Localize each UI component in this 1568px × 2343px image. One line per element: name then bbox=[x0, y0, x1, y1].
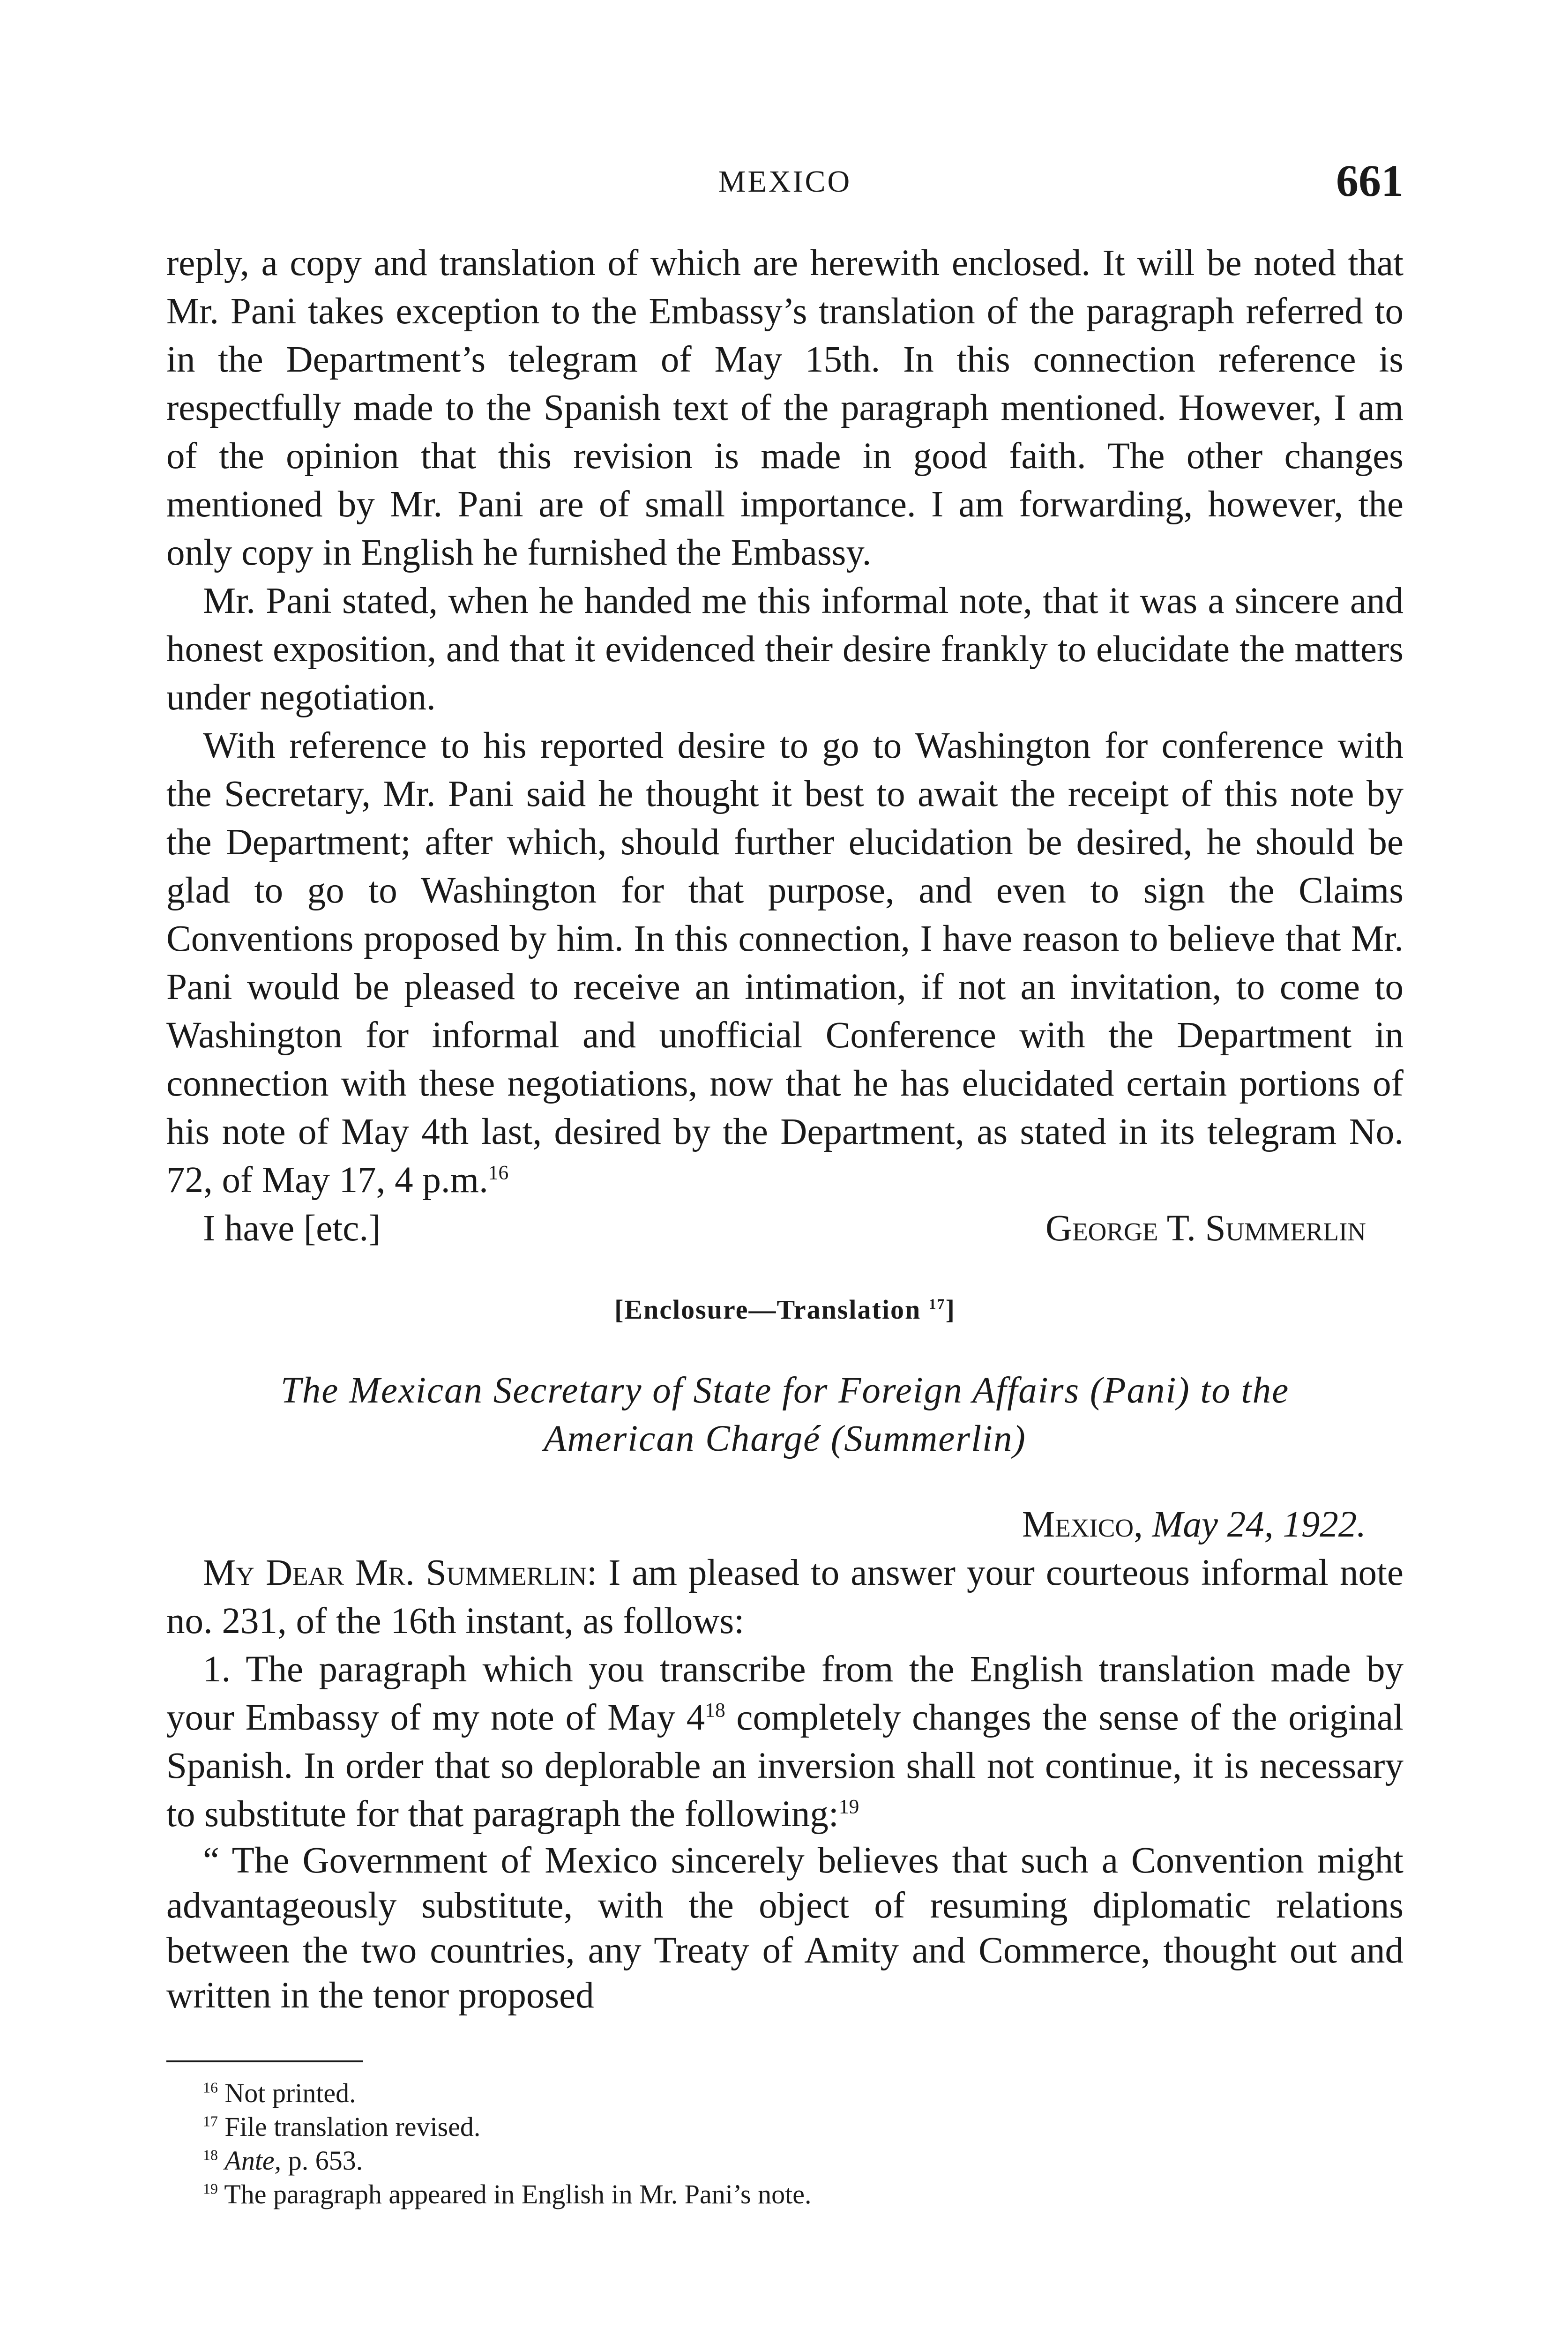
footnote-ref-18: 18 bbox=[705, 1699, 725, 1722]
footnote-number: 18 bbox=[203, 2147, 218, 2164]
paragraph-1: reply, a copy and translation of which are herewith enclosed. It will be noted that Mr. Pani takes exception to the Embassy’s translation of the paragraph referred to in the Department’s telegram of May 15th. In this connection reference is respectfully made to the Spanish text of the paragraph mentioned. However, I am of the opinion that this revision is made in good faith. The other changes mentioned by Mr. Pani are of small importance. I am forwarding, however, the only copy in English he furnished the Embassy. bbox=[166, 243, 1404, 573]
paragraph-3 bbox=[166, 722, 1404, 1204]
quoted-paragraph: “ The Government of Mexico sincerely believes that such a Convention might advantageously substitute, with the object of resuming diplomatic relations between the two countries, any Treaty of Amity and Commerce, thought out and written in the tenor proposed bbox=[166, 1840, 1404, 2016]
footnote-number: 17 bbox=[203, 2113, 218, 2130]
footnote-18 bbox=[166, 2144, 1404, 2178]
paragraph-3-text: With reference to his reported desire to go to Washington for conference with the Secretary, Mr. Pani said he thought it best to await the receipt of this note by the Department; after which, should further elucidation be desired, he should be glad to go to Washington for that purpose, and even to sign the Claims Conventions proposed by him. In this connection, I have reason to believe that Mr. Pani would be pleased to receive an intimation, if not an invitation, to come to Washington for informal and unofficial Conference with the Department in connection with these negotiations, now that he has elucidated certain portions of his note of May 4th last, desired by the Department, as stated in its telegram No. 72, of May 17, 4 p.m. bbox=[166, 725, 1404, 1201]
signature-row bbox=[166, 1204, 1404, 1253]
page-number: 661 bbox=[1336, 156, 1404, 206]
footnote-text: Not printed. bbox=[224, 2078, 356, 2108]
footnote-16 bbox=[166, 2076, 1404, 2110]
footnote-text: File translation revised. bbox=[224, 2112, 481, 2142]
letter-item-1 bbox=[166, 1645, 1404, 1838]
footnote-number: 16 bbox=[203, 2079, 218, 2096]
footnote-19 bbox=[166, 2178, 1404, 2211]
document-title-line-1: The Mexican Secretary of State for Foreign Affairs (Pani) to the bbox=[280, 1370, 1290, 1411]
page-header bbox=[166, 155, 1404, 211]
item-1-text-b: completely changes the sense of the original Spanish. In order that so deplorable an inversion shall not continue, it is necessary to substitute for that paragraph the following: bbox=[166, 1697, 1404, 1835]
body-text bbox=[166, 239, 1404, 2211]
running-head: MEXICO bbox=[718, 164, 852, 199]
footnote-ref-16: 16 bbox=[488, 1161, 509, 1184]
dateline-date: May 24, 1922. bbox=[1152, 1504, 1366, 1545]
footnote-ref-17: 17 bbox=[928, 1296, 946, 1313]
enclosure-label-end: ] bbox=[945, 1294, 956, 1325]
letter-opening bbox=[166, 1549, 1404, 1645]
dateline-place: Mexico, bbox=[1022, 1504, 1143, 1545]
footnote-text: The paragraph appeared in English in Mr. Pani’s note. bbox=[224, 2179, 812, 2209]
footnote-17 bbox=[166, 2110, 1404, 2144]
salutation: My Dear Mr. Summerlin bbox=[203, 1552, 587, 1593]
footnotes bbox=[166, 2076, 1404, 2211]
opening-text: : I am pleased to answer your courteous informal note no. 231, of the 16th instant, as follows: bbox=[166, 1552, 1404, 1642]
footnote-divider bbox=[166, 2060, 363, 2062]
footnote-ref-19: 19 bbox=[838, 1795, 859, 1818]
footnote-text-italic: Ante, bbox=[224, 2145, 282, 2176]
footnote-number: 19 bbox=[203, 2180, 218, 2197]
paragraph-2: Mr. Pani stated, when he handed me this informal note, that it was a sincere and honest exposition, and that it evidenced their desire frankly to elucidate the matters under negotiation. bbox=[166, 581, 1404, 718]
signature-name: George T. Summerlin bbox=[1045, 1208, 1366, 1249]
footnote-text: p. 653. bbox=[281, 2145, 363, 2176]
enclosure-label-text: [Enclosure—Translation bbox=[614, 1294, 929, 1325]
closing: I have [etc.] bbox=[203, 1208, 381, 1249]
item-1-text-a: 1. The paragraph which you transcribe from the English translation made by your Embassy of my note of May 4 bbox=[166, 1649, 1404, 1738]
document-title bbox=[166, 1366, 1404, 1463]
document-title-line-2: American Chargé (Summerlin) bbox=[544, 1418, 1026, 1459]
enclosure-label bbox=[166, 1285, 1404, 1334]
dateline bbox=[166, 1500, 1404, 1549]
